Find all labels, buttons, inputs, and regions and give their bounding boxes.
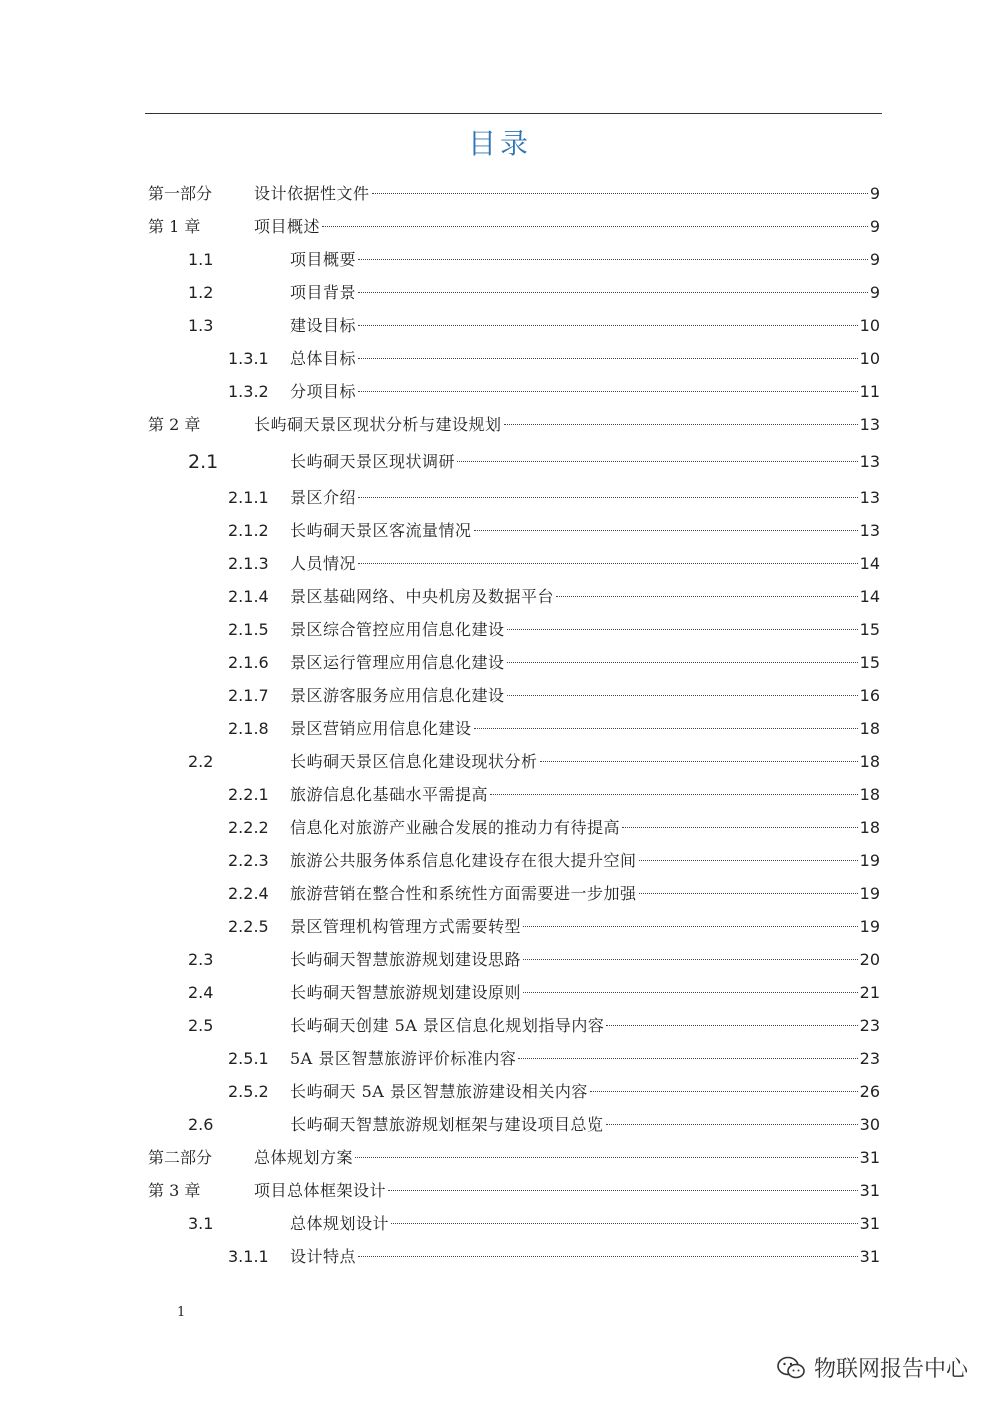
toc-entry-title: 长屿硐天景区现状分析与建设规划 xyxy=(254,415,502,434)
toc-entry[interactable] xyxy=(0,650,880,676)
toc-entry-page: 15 xyxy=(859,653,880,672)
toc-entry[interactable] xyxy=(0,518,880,544)
toc-leader-dots xyxy=(540,761,858,762)
toc-entry-title: 项目背景 xyxy=(290,283,357,302)
toc-entry-number: 2.1 xyxy=(188,451,219,473)
toc-entry-number: 第 2 章 xyxy=(148,415,201,434)
toc-entry-number: 2.5 xyxy=(188,1016,214,1035)
toc-leader-dots xyxy=(507,629,858,630)
toc-entry-page: 9 xyxy=(869,217,880,236)
toc-leader-dots xyxy=(523,926,858,927)
toc-entry-number: 2.2.2 xyxy=(228,818,269,837)
toc-entry[interactable] xyxy=(0,412,880,438)
toc-entry[interactable] xyxy=(0,881,880,907)
toc-entry-title: 项目总体框架设计 xyxy=(254,1181,387,1200)
toc-leader-dots xyxy=(507,695,858,696)
toc-entry-title: 长屿硐天景区客流量情况 xyxy=(290,521,472,540)
toc-entry-number: 2.1.2 xyxy=(228,521,269,540)
toc-leader-dots xyxy=(507,662,858,663)
toc-entry-title: 景区游客服务应用信息化建设 xyxy=(290,686,505,705)
toc-leader-dots xyxy=(322,226,868,227)
toc-entry-title: 项目概要 xyxy=(290,250,357,269)
watermark-text: 物联网报告中心 xyxy=(813,1357,968,1382)
toc-entry-title: 景区基础网络、中央机房及数据平台 xyxy=(290,587,555,606)
toc-leader-dots xyxy=(372,193,868,194)
toc-entry-number: 2.2.1 xyxy=(228,785,269,804)
toc-entry-page: 13 xyxy=(859,452,880,471)
toc-entry[interactable] xyxy=(0,980,880,1006)
toc-leader-dots xyxy=(523,992,858,993)
toc-entry-page: 19 xyxy=(859,884,880,903)
toc-entry-title: 长屿硐天 5A 景区智慧旅游建设相关内容 xyxy=(290,1082,588,1101)
toc-leader-dots xyxy=(355,1157,858,1158)
toc-entry[interactable] xyxy=(0,485,880,511)
toc-entry-page: 14 xyxy=(859,587,880,606)
toc-entry-page: 19 xyxy=(859,851,880,870)
toc-entry-title: 设计特点 xyxy=(290,1247,357,1266)
toc-entry-number: 2.5.2 xyxy=(228,1082,269,1101)
toc-leader-dots xyxy=(606,1025,857,1026)
toc-entry-number: 1.3.2 xyxy=(228,382,269,401)
toc-leader-dots xyxy=(358,325,858,326)
toc-entry[interactable] xyxy=(0,280,880,306)
page-title: 目录 xyxy=(467,127,532,160)
toc-entry-number: 2.1.3 xyxy=(228,554,269,573)
toc-entry-number: 2.1.7 xyxy=(228,686,269,705)
toc-entry-page: 9 xyxy=(869,184,880,203)
toc-leader-dots xyxy=(358,391,858,392)
toc-entry-page: 16 xyxy=(859,686,880,705)
toc-entry-page: 31 xyxy=(859,1181,880,1200)
toc-entry-page: 20 xyxy=(859,950,880,969)
toc-leader-dots xyxy=(358,292,868,293)
toc-entry-number: 2.2.4 xyxy=(228,884,269,903)
toc-entry-title: 项目概述 xyxy=(254,217,321,236)
toc-entry-page: 21 xyxy=(859,983,880,1002)
toc-leader-dots xyxy=(457,461,858,462)
toc-entry-title: 景区综合管控应用信息化建设 xyxy=(290,620,505,639)
toc-entry[interactable] xyxy=(0,683,880,709)
toc-entry[interactable] xyxy=(0,313,880,339)
toc-entry-page: 13 xyxy=(859,521,880,540)
toc-leader-dots xyxy=(474,728,858,729)
toc-entry[interactable] xyxy=(0,1244,880,1270)
toc-entry-page: 18 xyxy=(859,818,880,837)
toc-entry-number: 2.2 xyxy=(188,752,214,771)
toc-entry-page: 10 xyxy=(859,349,880,368)
toc-leader-dots xyxy=(474,530,858,531)
toc-entry[interactable] xyxy=(0,815,880,841)
toc-entry-title: 5A 景区智慧旅游评价标准内容 xyxy=(290,1049,517,1068)
toc-entry[interactable] xyxy=(0,617,880,643)
toc-entry[interactable] xyxy=(0,716,880,742)
toc-entry[interactable] xyxy=(0,1211,880,1237)
toc-entry-title: 景区运行管理应用信息化建设 xyxy=(290,653,505,672)
toc-entry[interactable] xyxy=(0,749,880,775)
toc-entry-title: 旅游营销在整合性和系统性方面需要进一步加强 xyxy=(290,884,637,903)
toc-entry-number: 第二部分 xyxy=(148,1148,213,1167)
toc-entry-number: 第一部分 xyxy=(148,184,213,203)
toc-entry[interactable] xyxy=(0,782,880,808)
toc-entry-page: 11 xyxy=(859,382,880,401)
toc-entry-page: 31 xyxy=(859,1148,880,1167)
toc-entry[interactable] xyxy=(0,914,880,940)
toc-leader-dots xyxy=(556,596,858,597)
toc-entry[interactable] xyxy=(0,1079,880,1105)
toc-entry[interactable] xyxy=(0,551,880,577)
toc-entry-page: 23 xyxy=(859,1016,880,1035)
toc-entry-title: 长屿硐天景区信息化建设现状分析 xyxy=(290,752,538,771)
toc-entry-page: 31 xyxy=(859,1247,880,1266)
toc-entry[interactable] xyxy=(0,1046,880,1072)
toc-entry-page: 9 xyxy=(869,250,880,269)
toc-entry-title: 建设目标 xyxy=(290,316,357,335)
toc-entry[interactable] xyxy=(0,379,880,405)
toc-leader-dots xyxy=(388,1190,858,1191)
toc-leader-dots xyxy=(606,1124,858,1125)
toc-leader-dots xyxy=(391,1223,858,1224)
toc-entry[interactable] xyxy=(0,1178,880,1204)
watermark xyxy=(776,1352,968,1383)
toc-leader-dots xyxy=(358,1256,858,1257)
toc-entry[interactable] xyxy=(0,947,880,973)
toc-entry-title: 景区营销应用信息化建设 xyxy=(290,719,472,738)
toc-entry-number: 1.1 xyxy=(188,250,214,269)
toc-entry-page: 18 xyxy=(859,719,880,738)
toc-leader-dots xyxy=(358,259,868,260)
toc-entry-number: 第 3 章 xyxy=(148,1181,201,1200)
toc-entry-number: 2.1.6 xyxy=(228,653,269,672)
toc-entry-number: 第 1 章 xyxy=(148,217,201,236)
toc-leader-dots xyxy=(523,959,858,960)
toc-entry[interactable] xyxy=(0,584,880,610)
toc-entry-title: 总体规划方案 xyxy=(254,1148,354,1167)
toc-entry-number: 2.1.5 xyxy=(228,620,269,639)
toc-entry-title: 长屿硐天创建 5A 景区信息化规划指导内容 xyxy=(290,1016,605,1035)
toc-leader-dots xyxy=(504,424,858,425)
toc-entry-title: 信息化对旅游产业融合发展的推动力有待提高 xyxy=(290,818,621,837)
toc-entry-number: 1.3 xyxy=(188,316,214,335)
toc-entry-page: 13 xyxy=(859,488,880,507)
toc-entry-number: 2.5.1 xyxy=(228,1049,269,1068)
toc-entry[interactable] xyxy=(0,247,880,273)
toc-entry-page: 13 xyxy=(859,415,880,434)
toc-entry-title: 旅游信息化基础水平需提高 xyxy=(290,785,489,804)
toc-entry-page: 14 xyxy=(859,554,880,573)
toc-entry-page: 23 xyxy=(859,1049,880,1068)
toc-entry-number: 3.1.1 xyxy=(228,1247,269,1266)
toc-entry-number: 2.2.3 xyxy=(228,851,269,870)
toc-entry-title: 设计依据性文件 xyxy=(254,184,370,203)
footer-page-number: 1 xyxy=(177,1305,186,1320)
toc-entry-number: 2.1.4 xyxy=(228,587,269,606)
toc-entry-number: 2.2.5 xyxy=(228,917,269,936)
toc-entry-number: 2.1.1 xyxy=(228,488,269,507)
toc-entry-number: 2.4 xyxy=(188,983,214,1002)
toc-entry[interactable] xyxy=(0,346,880,372)
toc-entry[interactable] xyxy=(0,848,880,874)
toc-entry-page: 10 xyxy=(859,316,880,335)
toc-entry-number: 1.2 xyxy=(188,283,214,302)
toc-entry[interactable] xyxy=(0,1145,880,1171)
toc-leader-dots xyxy=(358,497,858,498)
toc-entry-title: 总体规划设计 xyxy=(290,1214,390,1233)
toc-entry-title: 人员情况 xyxy=(290,554,357,573)
toc-entry-number: 1.3.1 xyxy=(228,349,269,368)
toc-leader-dots xyxy=(518,1058,857,1059)
toc-entry-page: 18 xyxy=(859,785,880,804)
toc-entry-title: 景区介绍 xyxy=(290,488,357,507)
toc-entry-title: 分项目标 xyxy=(290,382,357,401)
toc-entry-page: 30 xyxy=(859,1115,880,1134)
toc-entry-number: 2.3 xyxy=(188,950,214,969)
toc-entry-title: 总体目标 xyxy=(290,349,357,368)
toc-entry-number: 2.1.8 xyxy=(228,719,269,738)
toc-entry-title: 长屿硐天智慧旅游规划框架与建设项目总览 xyxy=(290,1115,604,1134)
toc-leader-dots xyxy=(639,893,858,894)
toc-entry[interactable] xyxy=(0,214,880,240)
toc-entry[interactable] xyxy=(0,1112,880,1138)
toc-leader-dots xyxy=(639,860,858,861)
toc-leader-dots xyxy=(358,358,858,359)
toc-entry-number: 3.1 xyxy=(188,1214,214,1233)
toc-entry-title: 长屿硐天智慧旅游规划建设原则 xyxy=(290,983,522,1002)
toc-entry-title: 长屿硐天景区现状调研 xyxy=(290,452,456,471)
toc-entry-page: 19 xyxy=(859,917,880,936)
toc-leader-dots xyxy=(622,827,858,828)
toc-entry-title: 长屿硐天智慧旅游规划建设思路 xyxy=(290,950,522,969)
wechat-icon xyxy=(776,1355,806,1381)
toc-entry[interactable] xyxy=(0,1013,880,1039)
header-rule xyxy=(145,113,882,114)
toc-entry[interactable] xyxy=(0,449,880,475)
toc-entry-page: 9 xyxy=(869,283,880,302)
toc-entry-page: 31 xyxy=(859,1214,880,1233)
toc-leader-dots xyxy=(590,1091,858,1092)
toc-entry-number: 2.6 xyxy=(188,1115,214,1134)
toc-entry-title: 景区管理机构管理方式需要转型 xyxy=(290,917,522,936)
toc-entry-page: 15 xyxy=(859,620,880,639)
toc-leader-dots xyxy=(358,563,858,564)
toc-leader-dots xyxy=(490,794,858,795)
toc-entry-title: 旅游公共服务体系信息化建设存在很大提升空间 xyxy=(290,851,637,870)
toc-entry-page: 26 xyxy=(859,1082,880,1101)
toc-entry[interactable] xyxy=(0,181,880,207)
toc-entry-page: 18 xyxy=(859,752,880,771)
